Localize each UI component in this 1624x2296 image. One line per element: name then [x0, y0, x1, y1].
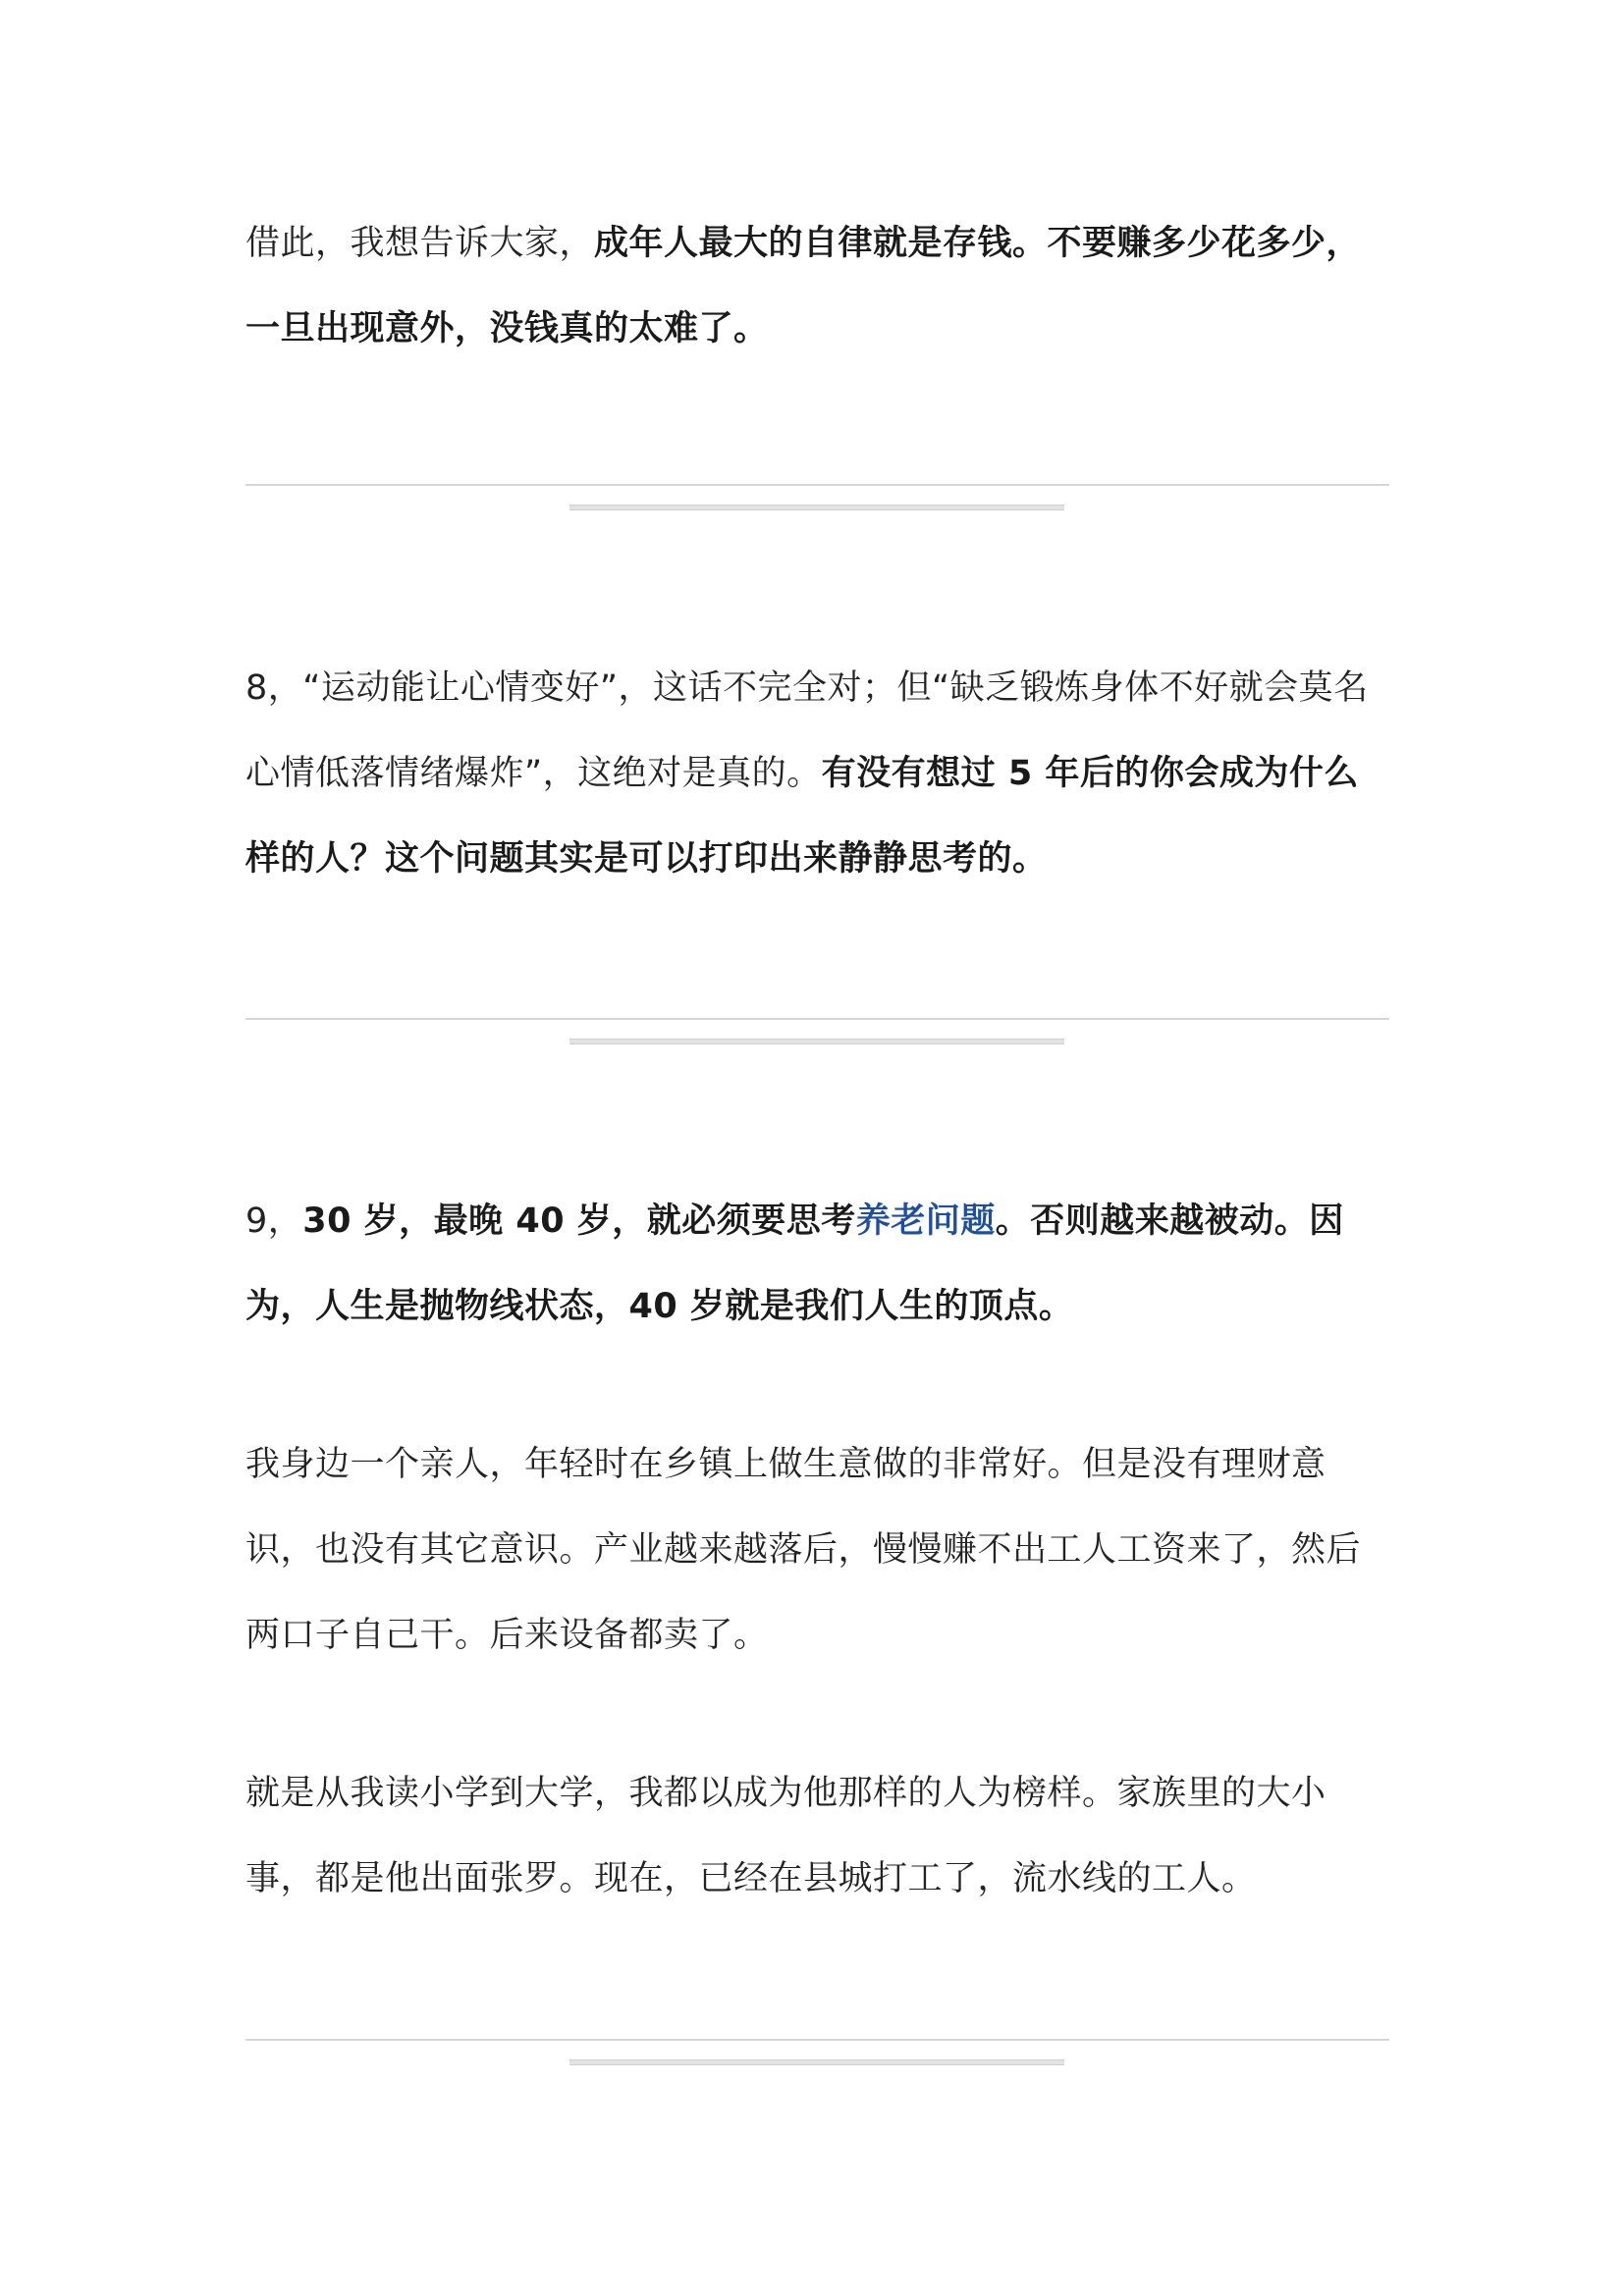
- paragraph-savings: [245, 201, 1389, 372]
- paragraph-bold-text: 30 岁，最晚 40 岁，就必须要思考: [302, 1201, 856, 1241]
- paragraph-text: 就是从我读小学到大学，我都以成为他那样的人为榜样。家族里的大小事，都是他出面张罗。现在，已经在县城打工了，流水线的工人。: [245, 1774, 1326, 1898]
- retirement-link[interactable]: 养老问题: [855, 1201, 996, 1241]
- divider-line: [245, 1018, 1389, 1020]
- paragraph-exercise: [245, 646, 1389, 902]
- paragraph-relative: [245, 1422, 1389, 1679]
- paragraph-text: 我身边一个亲人，年轻时在乡镇上做生意做的非常好。但是没有理财意识，也没有其它意识。产业越来越落后，慢慢赚不出工人工资来了，然后两口子自己干。后来设备都卖了。: [245, 1445, 1362, 1655]
- paragraph-bold-text: 有没有想过 5 年后的你会成为什么样的人？这个问题其实是可以打印出来静静思考的。: [245, 754, 1359, 879]
- divider-bar: [569, 505, 1064, 510]
- paragraph-bold-text: 成年人最大的自律就是存钱。不要赚多少花多少，一旦出现意外，没钱真的太难了。: [245, 224, 1362, 348]
- divider-bar: [569, 1039, 1064, 1044]
- paragraph-text: 借此，我想告诉大家，: [245, 224, 595, 263]
- divider-line: [245, 484, 1389, 486]
- paragraph-text: 8，“运动能让心情变好”，这话不完全对；但“缺乏锻炼身体不好就会莫名心情低落情绪爆炸”，这绝对是真的。: [245, 668, 1369, 793]
- paragraph-bold-text: 。否则越来越被动。因为，人生是抛物线状态，40 岁就是我们人生的顶点。: [245, 1201, 1344, 1326]
- paragraph-role-model: [245, 1751, 1389, 1922]
- paragraph-text: 9，: [245, 1201, 303, 1241]
- paragraph-retirement: [245, 1179, 1389, 1350]
- divider-line: [245, 2039, 1389, 2041]
- divider-bar: [569, 2059, 1064, 2065]
